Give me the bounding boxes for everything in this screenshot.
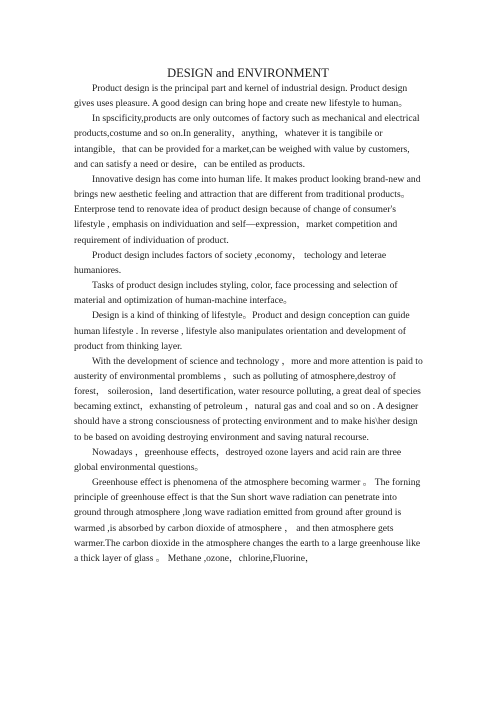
paragraph-design-tasks: Tasks of product design includes styling, color, face processing and selection of material and optimization of human-machine interface。 <box>74 280 398 307</box>
paragraph-design-factors: Product design includes factors of society ,economy， techology and leterae humaniores. <box>74 249 387 276</box>
paragraph-greenhouse-effect: Greenhouse effect is phenomena of the atmosphere becoming warmer 。 The forning principle of greenhouse effect is that the Sun short wave radiation can penetrate into ground through atmosphere ,long wave radiation emitted from ground after ground is warmed ,is absorbed by carbon dioxide of atmosphere ， and then atmosphere gets warmer.The carbon dioxide in the atmosphere changes the earth to a large greenhouse like a thick layer of glass 。 Methane ,ozone，chlorine,Fluorine， <box>74 477 421 564</box>
paragraph-products-definition: In spscificity,products are only outcomes of factory such as mechanical and electrical products,costume and so on.In generality，anything，whatever it is tangibile or intangible，that can be provided for a market,can be weighed with value by customers, and can satisfy a need or desire，can be entiled as products. <box>74 113 420 170</box>
document-title: DESIGN and ENVIRONMENT <box>167 66 329 80</box>
paragraph-design-lifestyle: Design is a kind of thinking of lifestyle。Product and design conception can guide human lifestyle . In reverse , lifestyle also manipulates orientation and development of product from thinking layer. <box>74 310 410 352</box>
document-body <box>74 81 424 566</box>
paragraph-environmental-problems: With the development of science and technology ，more and more attention is paid to austerity of environmental promblems ，such as polluting of atmosphere,destroy of forest， soilerosion，land desertification, water resource polluting, a great deal of species becaming extinct，exhansting of petroleum ，natural gas and coal and so on . A designer should have a strong consciousness of protecting environment and to make his\her design to be based on avoiding destroying environment and saving natural recourse. <box>74 355 423 443</box>
paragraph-product-design-intro: Product design is the principal part and kernel of industrial design. Product design gives uses pleasure. A good design can bring hope and create new lifestyle to human。 <box>74 83 408 110</box>
paragraph-global-questions: Nowadays ，greenhouse effects，destroyed ozone layers and acid rain are three global environmental questions。 <box>74 446 402 473</box>
paragraph-innovative-design: Innovative design has come into human life. It makes product looking brand-new and brings new aesthetic feeling and attraction that are different from traditional products。 Enterprose tend to renovate idea of product design because of change of consumer's lifestyle , emphasis on individuation and self—expression，market competition and requirement of individuation of product. <box>74 173 421 246</box>
